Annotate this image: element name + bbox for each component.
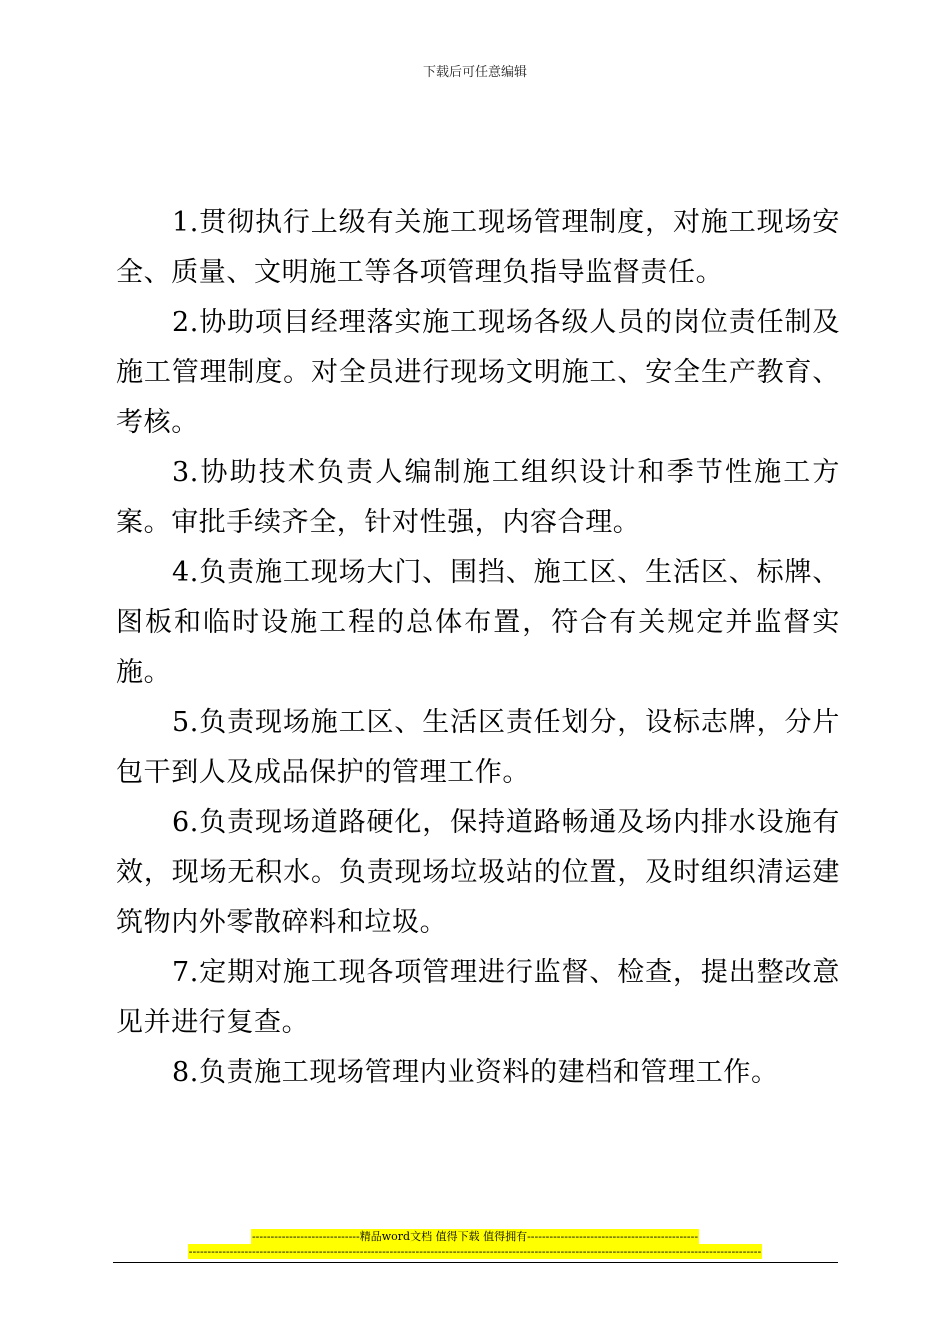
paragraph-3: 3.协助技术负责人编制施工组织设计和季节性施工方案。审批手续齐全，针对性强，内容合理。 [116, 457, 840, 538]
paragraph-8: 8.负责施工现场管理内业资料的建档和管理工作。 [172, 1057, 779, 1088]
footer-banner-line-1 [0, 1229, 950, 1244]
paragraph-1: 1.贯彻执行上级有关施工现场管理制度，对施工现场安全、质量、文明施工等各项管理负指导监督责任。 [116, 207, 840, 288]
paragraph-6: 6.负责现场道路硬化，保持道路畅通及场内排水设施有效，现场无积水。负责现场垃圾站的位置，及时组织清运建筑物内外零散碎料和垃圾。 [116, 807, 840, 938]
document-body [116, 198, 840, 1098]
paragraph-4: 4.负责施工现场大门、围挡、施工区、生活区、标牌、图板和临时设施工程的总体布置，符合有关规定并监督实施。 [116, 557, 840, 688]
footer-banner-text: -----------------------------精品word文档 值得下载 值得拥有---------------------------------------------- [251, 1230, 699, 1243]
paragraph-7: 7.定期对施工现各项管理进行监督、检查，提出整改意见并进行复查。 [116, 957, 840, 1038]
footer-dash-line: ---------------------------------------------------------------------------------------------------------------------------------------------------------- [188, 1245, 762, 1258]
paragraph-5: 5.负责现场施工区、生活区责任划分，设标志牌，分片包干到人及成品保护的管理工作。 [116, 707, 840, 788]
footer-rule [113, 1262, 838, 1263]
footer-banner-line-2 [0, 1244, 950, 1259]
paragraph-2: 2.协助项目经理落实施工现场各级人员的岗位责任制及施工管理制度。对全员进行现场文明施工、安全生产教育、考核。 [116, 307, 840, 438]
page-header: 下载后可任意编辑 [422, 65, 527, 80]
